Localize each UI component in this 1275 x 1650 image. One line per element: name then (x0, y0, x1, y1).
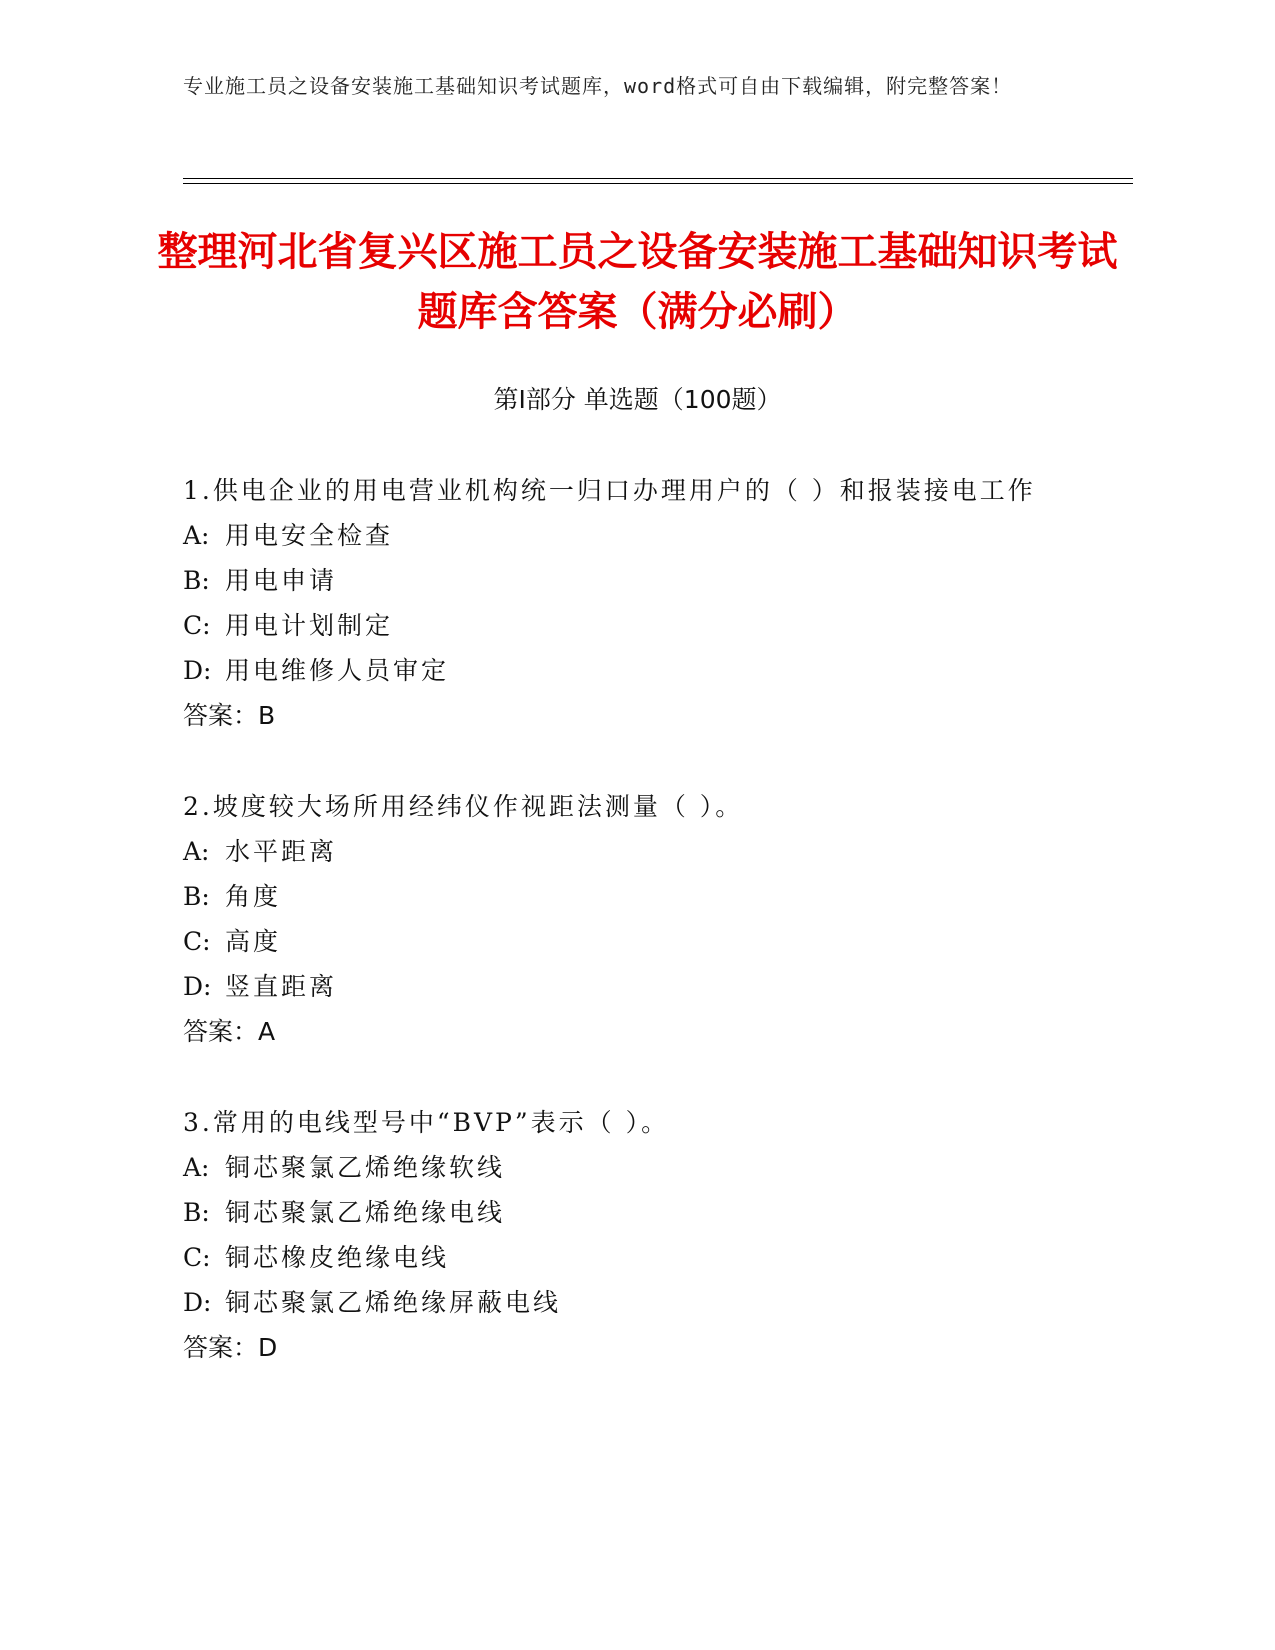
option-letter: D: (183, 656, 212, 685)
answer: 答案：D (183, 1333, 278, 1362)
option-letter: D: (183, 972, 212, 1001)
option-d (183, 964, 1133, 1009)
option-letter: C: (183, 611, 211, 640)
option-letter: B: (183, 882, 210, 911)
question-stem: 2.坡度较大场所用经纬仪作视距法测量（ ）。 (183, 792, 744, 821)
option-text: 角度 (225, 882, 282, 911)
option-letter: A: (183, 837, 210, 866)
option-d (183, 1280, 1133, 1325)
option-text: 铜芯聚氯乙烯绝缘电线 (225, 1198, 506, 1227)
question-3 (183, 1100, 1133, 1370)
option-a (183, 1145, 1133, 1190)
header-divider-bottom (183, 183, 1133, 184)
header-note: 专业施工员之设备安装施工基础知识考试题库，word格式可自由下载编辑，附完整答案！ (183, 74, 1013, 98)
answer: 答案：B (183, 701, 276, 730)
question-list (183, 468, 1133, 1416)
option-b (183, 874, 1133, 919)
option-letter: B: (183, 566, 210, 595)
option-text: 用电维修人员审定 (225, 656, 450, 685)
option-letter: C: (183, 927, 211, 956)
option-letter: A: (183, 1153, 210, 1182)
option-letter: C: (183, 1243, 211, 1272)
option-a (183, 513, 1133, 558)
question-stem: 1.供电企业的用电营业机构统一归口办理用户的（ ）和报装接电工作 (183, 476, 1036, 505)
option-text: 竖直距离 (225, 972, 338, 1001)
option-b (183, 558, 1133, 603)
section-title: 第I部分 单选题（100题） (493, 385, 782, 414)
option-c (183, 1235, 1133, 1280)
question-stem: 3.常用的电线型号中“BVP”表示（ ）。 (183, 1108, 670, 1137)
option-d (183, 648, 1133, 693)
option-letter: B: (183, 1198, 210, 1227)
answer: 答案：A (183, 1017, 276, 1046)
question-1 (183, 468, 1133, 738)
question-2 (183, 784, 1133, 1054)
option-c (183, 603, 1133, 648)
option-letter: D: (183, 1288, 212, 1317)
option-text: 用电申请 (225, 566, 338, 595)
option-text: 水平距离 (225, 837, 338, 866)
option-letter: A: (183, 521, 210, 550)
option-text: 铜芯橡皮绝缘电线 (225, 1243, 450, 1272)
header-divider-top (183, 178, 1133, 179)
option-text: 用电计划制定 (225, 611, 394, 640)
option-b (183, 1190, 1133, 1235)
option-text: 铜芯聚氯乙烯绝缘软线 (225, 1153, 506, 1182)
option-c (183, 919, 1133, 964)
option-text: 高度 (225, 927, 282, 956)
option-text: 铜芯聚氯乙烯绝缘屏蔽电线 (225, 1288, 562, 1317)
option-a (183, 829, 1133, 874)
document-title: 整理河北省复兴区施工员之设备安装施工基础知识考试题库含答案（满分必刷） (157, 229, 1118, 335)
option-text: 用电安全检查 (225, 521, 394, 550)
